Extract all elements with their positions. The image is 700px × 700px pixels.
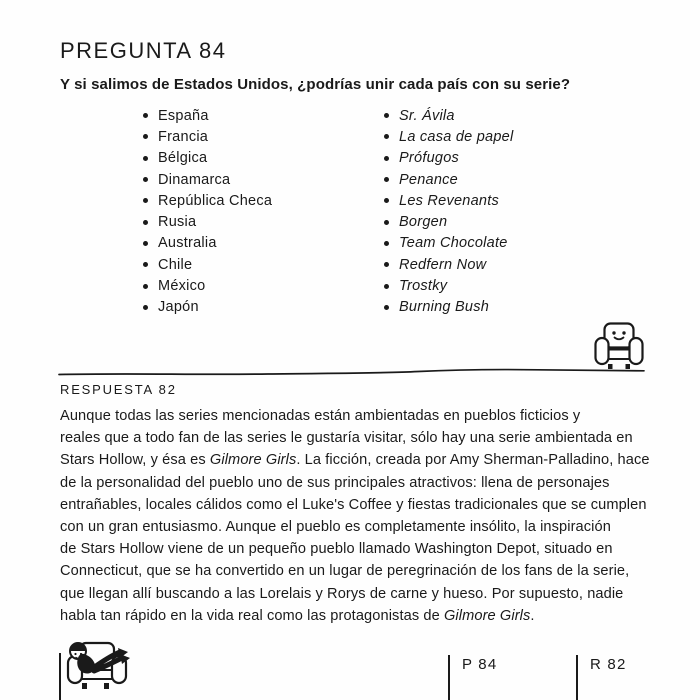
series-item-label: Les Revenants bbox=[399, 192, 499, 209]
paragraph-line bbox=[60, 494, 660, 516]
country-item bbox=[143, 297, 272, 318]
series-title-italic: Gilmore Girls bbox=[209, 452, 297, 469]
country-item-label: España bbox=[158, 107, 209, 124]
country-item bbox=[143, 105, 272, 126]
bullet-icon bbox=[143, 113, 148, 118]
country-item bbox=[143, 254, 272, 275]
country-item-label: Australia bbox=[158, 235, 217, 252]
answer-page-marker: R 82 bbox=[590, 656, 627, 673]
bullet-icon bbox=[384, 198, 389, 203]
bullet-icon bbox=[143, 220, 148, 225]
paragraph-text: que llegan allí buscando a las Lorelais y Rorys de carne y hueso. Por supuesto, nadie bbox=[60, 585, 624, 602]
series-item bbox=[384, 297, 513, 318]
paragraph-line bbox=[60, 405, 660, 427]
series-item bbox=[384, 148, 513, 169]
person-lounging-on-armchair-icon bbox=[64, 640, 138, 694]
bullet-icon bbox=[384, 305, 389, 310]
paragraph-text: con un gran entusiasmo. Aunque el pueblo es completamente insólito, la inspiración bbox=[60, 518, 611, 535]
country-item-label: República Checa bbox=[158, 192, 273, 209]
paragraph-text: . La ficción, creada por Amy Sherman-Palladino, hace bbox=[296, 452, 650, 469]
bullet-icon bbox=[384, 113, 389, 118]
series-item bbox=[384, 254, 513, 275]
paragraph-text: . bbox=[530, 607, 535, 624]
paragraph-text: de la personalidad del pueblo uno de sus principales atractivos: llena de personajes bbox=[60, 474, 610, 491]
bullet-icon bbox=[143, 198, 148, 203]
series-item-label: Prófugos bbox=[399, 150, 460, 167]
country-item-label: Chile bbox=[158, 256, 193, 273]
series-item-label: Trostky bbox=[399, 278, 448, 295]
bullet-icon bbox=[384, 156, 389, 161]
paragraph-text: Stars Hollow, y ésa es bbox=[60, 452, 210, 469]
answer-paragraph bbox=[60, 405, 660, 627]
bullet-icon bbox=[143, 284, 148, 289]
paragraph-line bbox=[60, 472, 660, 494]
series-item-label: Team Chocolate bbox=[399, 235, 508, 252]
country-item bbox=[143, 190, 272, 211]
country-item bbox=[143, 211, 272, 232]
series-item-label: Redfern Now bbox=[399, 256, 487, 273]
answer-title: RESPUESTA 82 bbox=[60, 382, 177, 397]
paragraph-text: habla tan rápido en la vida real como las protagonistas de bbox=[60, 607, 444, 624]
series-item bbox=[384, 233, 513, 254]
series-item bbox=[384, 105, 513, 126]
series-list bbox=[384, 105, 513, 318]
paragraph-text: reales que a todo fan de las series le gustaría visitar, sólo hay una serie ambientada en bbox=[60, 430, 633, 447]
footer-left-rule bbox=[59, 653, 61, 700]
paragraph-line bbox=[60, 449, 660, 471]
paragraph-text: Aunque todas las series mencionadas están ambientadas en pueblos ficticios y bbox=[60, 408, 581, 424]
series-item bbox=[384, 211, 513, 232]
country-item-label: Japón bbox=[158, 299, 199, 316]
bullet-icon bbox=[384, 262, 389, 267]
series-title-italic: Gilmore Girls bbox=[443, 607, 531, 624]
bullet-icon bbox=[143, 177, 148, 182]
bullet-icon bbox=[384, 177, 389, 182]
paragraph-text: de Stars Hollow viene de un pequeño pueblo llamado Washington Depot, situado en bbox=[60, 541, 613, 558]
series-item bbox=[384, 275, 513, 296]
country-item bbox=[143, 233, 272, 254]
bullet-icon bbox=[143, 241, 148, 246]
paragraph-line bbox=[60, 516, 660, 538]
paragraph-line bbox=[60, 427, 660, 449]
country-item-label: Rusia bbox=[158, 214, 197, 231]
country-item bbox=[143, 275, 272, 296]
bullet-icon bbox=[143, 134, 148, 139]
series-item bbox=[384, 169, 513, 190]
question-page-marker: P 84 bbox=[462, 656, 498, 673]
series-item-label: Borgen bbox=[399, 214, 448, 231]
country-item-label: Bélgica bbox=[158, 150, 208, 167]
paragraph-line bbox=[60, 583, 660, 605]
series-item bbox=[384, 126, 513, 147]
series-item-label: Sr. Ávila bbox=[399, 107, 455, 124]
bullet-icon bbox=[384, 220, 389, 225]
series-item bbox=[384, 190, 513, 211]
bullet-icon bbox=[384, 134, 389, 139]
paragraph-line bbox=[60, 560, 660, 582]
country-item bbox=[143, 126, 272, 147]
country-item-label: Francia bbox=[158, 128, 209, 145]
paragraph-line bbox=[60, 605, 660, 627]
question-prompt: Y si salimos de Estados Unidos, ¿podrías unir cada país con su serie? bbox=[60, 76, 571, 93]
bullet-icon bbox=[143, 305, 148, 310]
bullet-icon bbox=[384, 284, 389, 289]
bullet-icon bbox=[384, 241, 389, 246]
question-title: PREGUNTA 84 bbox=[60, 38, 227, 63]
country-item bbox=[143, 169, 272, 190]
paragraph-text: entrañables, locales cálidos como el Luke's Coffee y fiestas tradicionales que se cumplen bbox=[60, 496, 647, 513]
countries-list bbox=[143, 105, 272, 318]
country-item-label: México bbox=[158, 278, 206, 295]
paragraph-text: Connecticut, que se ha convertido en un lugar de peregrinación de los fans de la serie, bbox=[60, 563, 630, 580]
series-item-label: La casa de papel bbox=[399, 128, 514, 145]
series-item-label: Burning Bush bbox=[399, 299, 490, 316]
bullet-icon bbox=[143, 262, 148, 267]
paragraph-line bbox=[60, 538, 660, 560]
footer-question-rule bbox=[448, 655, 450, 700]
smiling-armchair-icon bbox=[594, 322, 644, 370]
country-item bbox=[143, 148, 272, 169]
country-item-label: Dinamarca bbox=[158, 171, 231, 188]
bullet-icon bbox=[143, 156, 148, 161]
hand-drawn-divider-line bbox=[58, 364, 646, 378]
footer-answer-rule bbox=[576, 655, 578, 700]
series-item-label: Penance bbox=[399, 171, 458, 188]
